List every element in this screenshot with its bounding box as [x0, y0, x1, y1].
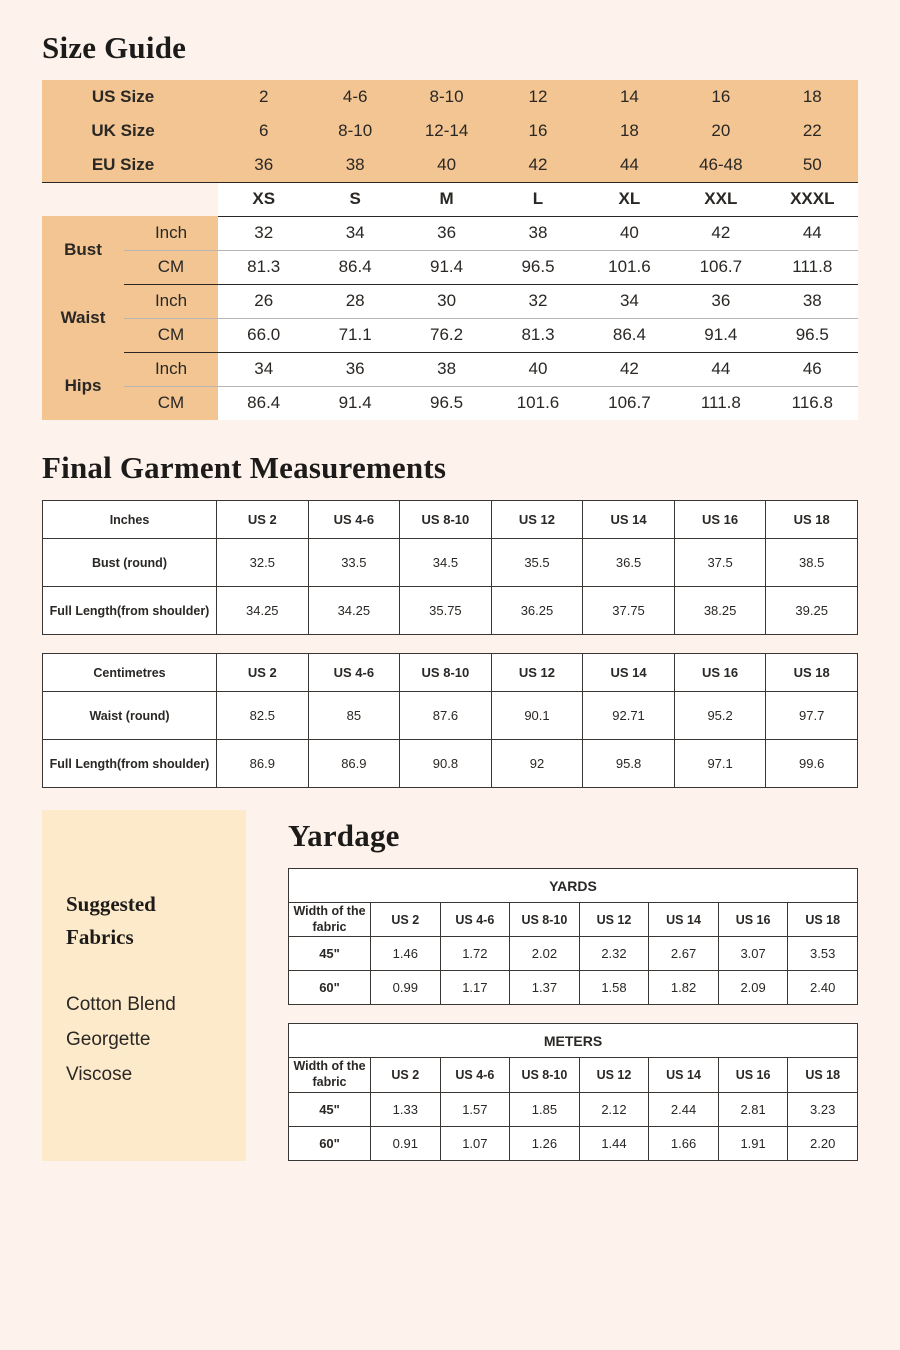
cell: 96.5	[767, 318, 858, 352]
table-row	[289, 1126, 858, 1160]
cell: 30	[401, 284, 492, 318]
cell: 36	[675, 284, 766, 318]
row-label: 45"	[289, 937, 371, 971]
cell: XXXL	[767, 182, 858, 216]
cell: 34.25	[308, 587, 400, 635]
cell: 1.44	[579, 1126, 649, 1160]
cell: 1.91	[718, 1126, 788, 1160]
column-header: US 2	[217, 501, 309, 539]
table-row	[42, 80, 858, 114]
cell: 1.85	[510, 1092, 580, 1126]
cell: 28	[309, 284, 400, 318]
column-header: US 18	[788, 903, 858, 937]
width-label: Width of the fabric	[289, 1058, 371, 1092]
final-garment-title: Final Garment Measurements	[42, 450, 447, 485]
unit-label: Inch	[124, 352, 218, 386]
table-row	[43, 539, 858, 587]
final-garment-inches-table	[42, 500, 858, 635]
measurement-label: Waist	[42, 284, 124, 352]
cell: 86.4	[309, 250, 400, 284]
cell: 86.9	[308, 740, 400, 788]
fabric-item: Cotton Blend	[66, 994, 176, 1016]
cell: 2	[218, 80, 309, 114]
cell: 12	[492, 80, 583, 114]
cell: 34	[309, 216, 400, 250]
cell: 38	[401, 352, 492, 386]
suggested-fabrics-title: Suggested Fabrics	[66, 892, 156, 949]
cell: 96.5	[492, 250, 583, 284]
cell: 36	[401, 216, 492, 250]
column-header: US 14	[583, 501, 675, 539]
cell: 1.17	[440, 971, 510, 1005]
cell: 20	[675, 114, 766, 148]
column-header: US 16	[674, 501, 766, 539]
cell: 2.12	[579, 1092, 649, 1126]
unit-label: Centimetres	[43, 654, 217, 692]
cell: 38	[767, 284, 858, 318]
cell: 38.5	[766, 539, 858, 587]
cell: 99.6	[766, 740, 858, 788]
column-header: US 12	[579, 1058, 649, 1092]
cell: M	[401, 182, 492, 216]
cell: 39.25	[766, 587, 858, 635]
cell: 2.67	[649, 937, 719, 971]
table-row	[42, 148, 858, 182]
column-header: US 8-10	[510, 903, 580, 937]
cell: 36.25	[491, 587, 583, 635]
size-guide-table	[42, 80, 858, 420]
cell: 37.5	[674, 539, 766, 587]
column-header: US 8-10	[510, 1058, 580, 1092]
cell: 22	[767, 114, 858, 148]
unit-label: CM	[124, 386, 218, 420]
cell: 2.81	[718, 1092, 788, 1126]
cell: 0.91	[371, 1126, 441, 1160]
row-label: 60"	[289, 971, 371, 1005]
column-header: US 12	[579, 903, 649, 937]
column-header: US 8-10	[400, 501, 492, 539]
column-header: US 18	[766, 501, 858, 539]
column-header: US 12	[491, 654, 583, 692]
cell: 1.57	[440, 1092, 510, 1126]
column-header: US 14	[649, 1058, 719, 1092]
cell: 4-6	[309, 80, 400, 114]
bottom-section	[42, 810, 858, 1161]
spacer-cell	[42, 182, 218, 216]
table-header-row	[43, 501, 858, 539]
fabric-item: Georgette	[66, 1029, 151, 1051]
cell: 35.5	[491, 539, 583, 587]
cell: 97.1	[674, 740, 766, 788]
cell: 8-10	[401, 80, 492, 114]
unit-label: CM	[124, 250, 218, 284]
cell: 0.99	[371, 971, 441, 1005]
cell: 2.44	[649, 1092, 719, 1126]
cell: 1.07	[440, 1126, 510, 1160]
row-label: US Size	[42, 80, 218, 114]
page-title: Size Guide	[42, 30, 187, 65]
cell: 42	[584, 352, 675, 386]
band-label: YARDS	[289, 869, 858, 903]
cell: 1.26	[510, 1126, 580, 1160]
cell: 12-14	[401, 114, 492, 148]
cell: S	[309, 182, 400, 216]
table-row	[42, 216, 858, 250]
cell: 34.5	[400, 539, 492, 587]
cell: 33.5	[308, 539, 400, 587]
column-header: US 4-6	[440, 903, 510, 937]
cell: 34.25	[217, 587, 309, 635]
column-header: US 16	[674, 654, 766, 692]
unit-label: Inch	[124, 216, 218, 250]
cell: 111.8	[767, 250, 858, 284]
cell: 1.72	[440, 937, 510, 971]
row-label: Waist (round)	[43, 692, 217, 740]
cell: 101.6	[584, 250, 675, 284]
row-label: 60"	[289, 1126, 371, 1160]
column-header: US 4-6	[440, 1058, 510, 1092]
cell: 38.25	[674, 587, 766, 635]
row-label: UK Size	[42, 114, 218, 148]
fabric-item: Viscose	[66, 1064, 133, 1086]
cell: 50	[767, 148, 858, 182]
column-header: US 16	[718, 1058, 788, 1092]
cell: 106.7	[584, 386, 675, 420]
cell: 18	[767, 80, 858, 114]
table-header-row	[289, 1058, 858, 1092]
column-header: US 14	[583, 654, 675, 692]
yardage-column	[288, 810, 858, 1161]
cell: 40	[584, 216, 675, 250]
measurement-label: Hips	[42, 352, 124, 420]
cell: 85	[308, 692, 400, 740]
cell: 38	[492, 216, 583, 250]
final-garment-cm-table	[42, 653, 858, 788]
column-header: US 8-10	[400, 654, 492, 692]
cell: 90.1	[491, 692, 583, 740]
cell: 76.2	[401, 318, 492, 352]
cell: 36.5	[583, 539, 675, 587]
cell: 34	[584, 284, 675, 318]
cell: 8-10	[309, 114, 400, 148]
table-row	[43, 740, 858, 788]
cell: 97.7	[766, 692, 858, 740]
cell: 46-48	[675, 148, 766, 182]
cell: L	[492, 182, 583, 216]
row-label: Full Length(from shoulder)	[43, 587, 217, 635]
cell: 36	[218, 148, 309, 182]
table-row	[43, 587, 858, 635]
cell: 91.4	[401, 250, 492, 284]
column-header: US 18	[766, 654, 858, 692]
cell: 96.5	[401, 386, 492, 420]
table-band-row	[289, 1024, 858, 1058]
cell: 1.33	[371, 1092, 441, 1126]
table-row	[42, 352, 858, 386]
cell: 111.8	[675, 386, 766, 420]
cell: 3.23	[788, 1092, 858, 1126]
row-label: EU Size	[42, 148, 218, 182]
cell: 66.0	[218, 318, 309, 352]
table-row	[42, 250, 858, 284]
cell: 32	[218, 216, 309, 250]
letter-size-header-row	[42, 182, 858, 216]
cell: 81.3	[492, 318, 583, 352]
column-header: US 4-6	[308, 654, 400, 692]
cell: 34	[218, 352, 309, 386]
unit-label: CM	[124, 318, 218, 352]
cell: 38	[309, 148, 400, 182]
cell: 35.75	[400, 587, 492, 635]
row-label: 45"	[289, 1092, 371, 1126]
column-header: US 2	[371, 1058, 441, 1092]
column-header: US 2	[371, 903, 441, 937]
cell: 2.20	[788, 1126, 858, 1160]
cell: 44	[675, 352, 766, 386]
cell: 1.37	[510, 971, 580, 1005]
table-header-row	[289, 903, 858, 937]
cell: 40	[401, 148, 492, 182]
cell: 32	[492, 284, 583, 318]
row-label: Full Length(from shoulder)	[43, 740, 217, 788]
cell: 6	[218, 114, 309, 148]
cell: 71.1	[309, 318, 400, 352]
cell: 1.46	[371, 937, 441, 971]
table-row	[289, 1092, 858, 1126]
cell: 1.82	[649, 971, 719, 1005]
cell: 46	[767, 352, 858, 386]
yardage-yards-table	[288, 868, 858, 1005]
cell: 2.02	[510, 937, 580, 971]
cell: 2.40	[788, 971, 858, 1005]
cell: 42	[492, 148, 583, 182]
cell: 2.32	[579, 937, 649, 971]
table-row	[42, 114, 858, 148]
column-header: US 4-6	[308, 501, 400, 539]
cell: 26	[218, 284, 309, 318]
cell: 92.71	[583, 692, 675, 740]
cell: 32.5	[217, 539, 309, 587]
column-header: US 2	[217, 654, 309, 692]
table-row	[43, 692, 858, 740]
cell: 44	[767, 216, 858, 250]
band-label: METERS	[289, 1024, 858, 1058]
cell: 37.75	[583, 587, 675, 635]
unit-label: Inch	[124, 284, 218, 318]
cell: 1.58	[579, 971, 649, 1005]
cell: 3.53	[788, 937, 858, 971]
cell: 81.3	[218, 250, 309, 284]
measurement-label: Bust	[42, 216, 124, 284]
cell: 40	[492, 352, 583, 386]
table-row	[42, 284, 858, 318]
row-label: Bust (round)	[43, 539, 217, 587]
yardage-meters-table	[288, 1023, 858, 1160]
table-band-row	[289, 869, 858, 903]
cell: 82.5	[217, 692, 309, 740]
cell: 44	[584, 148, 675, 182]
cell: 87.6	[400, 692, 492, 740]
cell: 95.2	[674, 692, 766, 740]
table-row	[289, 937, 858, 971]
cell: 36	[309, 352, 400, 386]
cell: 86.4	[218, 386, 309, 420]
cell: 86.4	[584, 318, 675, 352]
unit-label: Inches	[43, 501, 217, 539]
cell: 101.6	[492, 386, 583, 420]
cell: 92	[491, 740, 583, 788]
cell: 91.4	[675, 318, 766, 352]
cell: 91.4	[309, 386, 400, 420]
column-header: US 16	[718, 903, 788, 937]
cell: 1.66	[649, 1126, 719, 1160]
table-row	[42, 386, 858, 420]
table-row	[289, 971, 858, 1005]
cell: XL	[584, 182, 675, 216]
cell: 90.8	[400, 740, 492, 788]
column-header: US 12	[491, 501, 583, 539]
column-header: US 18	[788, 1058, 858, 1092]
table-row	[42, 318, 858, 352]
cell: XS	[218, 182, 309, 216]
cell: 16	[675, 80, 766, 114]
cell: 86.9	[217, 740, 309, 788]
column-header: US 14	[649, 903, 719, 937]
cell: 18	[584, 114, 675, 148]
cell: 16	[492, 114, 583, 148]
cell: 95.8	[583, 740, 675, 788]
cell: 42	[675, 216, 766, 250]
table-header-row	[43, 654, 858, 692]
width-label: Width of the fabric	[289, 903, 371, 937]
cell: 3.07	[718, 937, 788, 971]
suggested-fabrics-panel	[42, 810, 246, 1161]
cell: 116.8	[767, 386, 858, 420]
yardage-title: Yardage	[288, 818, 400, 853]
cell: XXL	[675, 182, 766, 216]
cell: 106.7	[675, 250, 766, 284]
cell: 14	[584, 80, 675, 114]
cell: 2.09	[718, 971, 788, 1005]
